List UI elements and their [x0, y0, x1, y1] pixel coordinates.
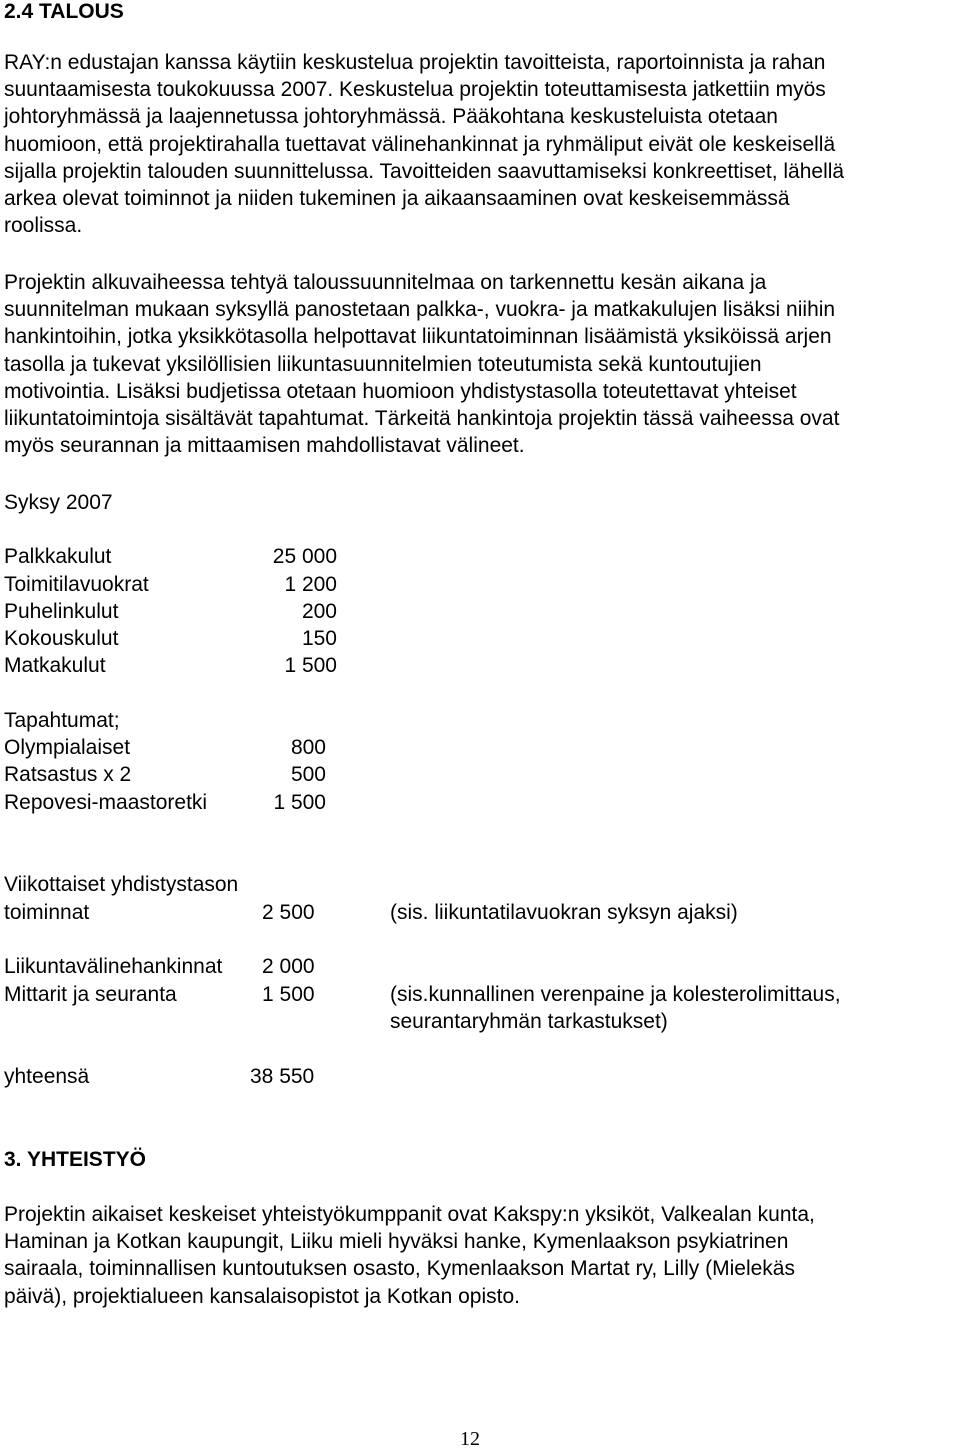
text-line: Haminan ja Kotkan kaupungit, Liiku mieli hyväksi hanke, Kymenlaakson psykiatrinen — [4, 1230, 789, 1254]
cost-label: Matkakulut — [4, 654, 106, 677]
meters-row — [4, 981, 954, 1008]
meters-note-cont: seurantaryhmän tarkastukset) — [390, 1010, 668, 1033]
text-line: RAY:n edustajan kanssa käytiin keskustelua projektin tavoitteista, raportoinnista ja rahan — [4, 51, 826, 74]
event-label: Ratsastus x 2 — [4, 763, 132, 786]
cost-value: 25 000 — [272, 545, 337, 568]
page-number: 12 — [460, 1428, 480, 1450]
section-heading-talous: 2.4 TALOUS — [4, 0, 124, 23]
cost-value: 1 500 — [284, 654, 337, 677]
paragraph-ray-discussion — [4, 49, 954, 239]
text-line: hankintoihin, jotka yksikkötasolla helpottavat liikuntatoiminnan lisäämistä yksiköissä arjen — [4, 325, 832, 349]
text-line: roolissa. — [4, 214, 83, 238]
meters-note: (sis.kunnallinen verenpaine ja kolesterolimittaus, — [390, 983, 841, 1006]
text-line: Projektin aikaiset keskeiset yhteistyökumppanit ovat Kakspy:n yksiköt, Valkealan kunta, — [4, 1203, 815, 1226]
association-activities-row — [4, 899, 954, 926]
event-value: 500 — [290, 763, 326, 786]
section-heading-yhteistyo: 3. YHTEISTYÖ — [4, 1148, 146, 1171]
total-value: 38 550 — [250, 1065, 315, 1088]
text-line: Projektin alkuvaiheessa tehtyä taloussuunnitelmaa on tarkennettu kesän aikana ja — [4, 271, 767, 294]
event-label: Repovesi-maastoretki — [4, 791, 208, 814]
text-line: huomioon, että projektirahalla tuettavat välinehankinnat ja ryhmäliput eivät ole keskeisellä — [4, 132, 836, 156]
text-line: sairaala, toiminnallisen kuntoutuksen osasto, Kymenlaakson Martat ry, Lilly (Mielekäs — [4, 1257, 795, 1281]
meters-note-row — [4, 1008, 954, 1035]
equipment-label: Liikuntavälinehankinnat — [4, 955, 223, 978]
meters-label: Mittarit ja seuranta — [4, 983, 177, 1006]
association-activities-label-cont: toiminnat — [4, 901, 90, 924]
cost-label: Kokouskulut — [4, 627, 119, 650]
total-label: yhteensä — [4, 1065, 90, 1088]
events-title: Tapahtumat; — [4, 709, 120, 732]
text-line: suunnitelman mukaan syksyllä panostetaan palkka-, vuokra- ja matkakulujen lisäksi niihin — [4, 298, 836, 322]
association-activities-value: 2 500 — [262, 901, 315, 924]
cost-label: Puhelinkulut — [4, 600, 119, 623]
cost-value: 200 — [301, 600, 337, 623]
text-line: motivointia. Lisäksi budjetissa otetaan huomioon yhdistystasolla toteutettavat yhteiset — [4, 379, 797, 403]
text-line: suuntaamisesta toukokuussa 2007. Keskustelua projektin toteuttamisesta jatkettiin myös — [4, 78, 826, 102]
paragraph-budget-plan — [4, 269, 954, 459]
equipment-row — [4, 953, 954, 980]
association-activities-label: Viikottaiset yhdistystason — [4, 873, 239, 896]
text-line: johtoryhmässä ja laajennetussa johtoryhmässä. Pääkohtana keskusteluista otetaan — [4, 105, 778, 129]
cost-label: Toimitilavuokrat — [4, 573, 149, 596]
equipment-value: 2 000 — [262, 955, 315, 978]
text-line: päivä), projektialueen kansalaisopistot ja Kotkan opisto. — [4, 1284, 520, 1308]
association-activities-note: (sis. liikuntatilavuokran syksyn ajaksi) — [390, 901, 738, 924]
text-line: liikuntatoimintoja sisältävät tapahtumat. Tärkeitä hankintoja projektin tässä vaiheessa ovat — [4, 407, 840, 431]
total-row — [4, 1063, 954, 1090]
text-line: tasolla ja tukevat yksilöllisien liikuntasuunnitelmien toteutumista sekä kuntoutujien — [4, 352, 762, 376]
meters-value: 1 500 — [262, 983, 315, 1006]
event-label: Olympialaiset — [4, 736, 131, 759]
text-line: myös seurannan ja mittaamisen mahdollistavat välineet. — [4, 434, 525, 458]
text-line: arkea olevat toiminnot ja niiden tukeminen ja aikaansaaminen ovat keskeisemmässä — [4, 187, 790, 211]
cost-value: 1 200 — [284, 573, 337, 596]
event-value: 1 500 — [273, 791, 326, 814]
paragraph-partners — [4, 1201, 954, 1310]
cost-value: 150 — [301, 627, 337, 650]
text-line: sijalla projektin talouden suunnittelussa. Tavoitteiden saavuttamiseksi konkreettiset, lähellä — [4, 159, 845, 183]
event-value: 800 — [290, 736, 326, 759]
budget-period-title: Syksy 2007 — [4, 491, 113, 514]
cost-label: Palkkakulut — [4, 545, 112, 568]
